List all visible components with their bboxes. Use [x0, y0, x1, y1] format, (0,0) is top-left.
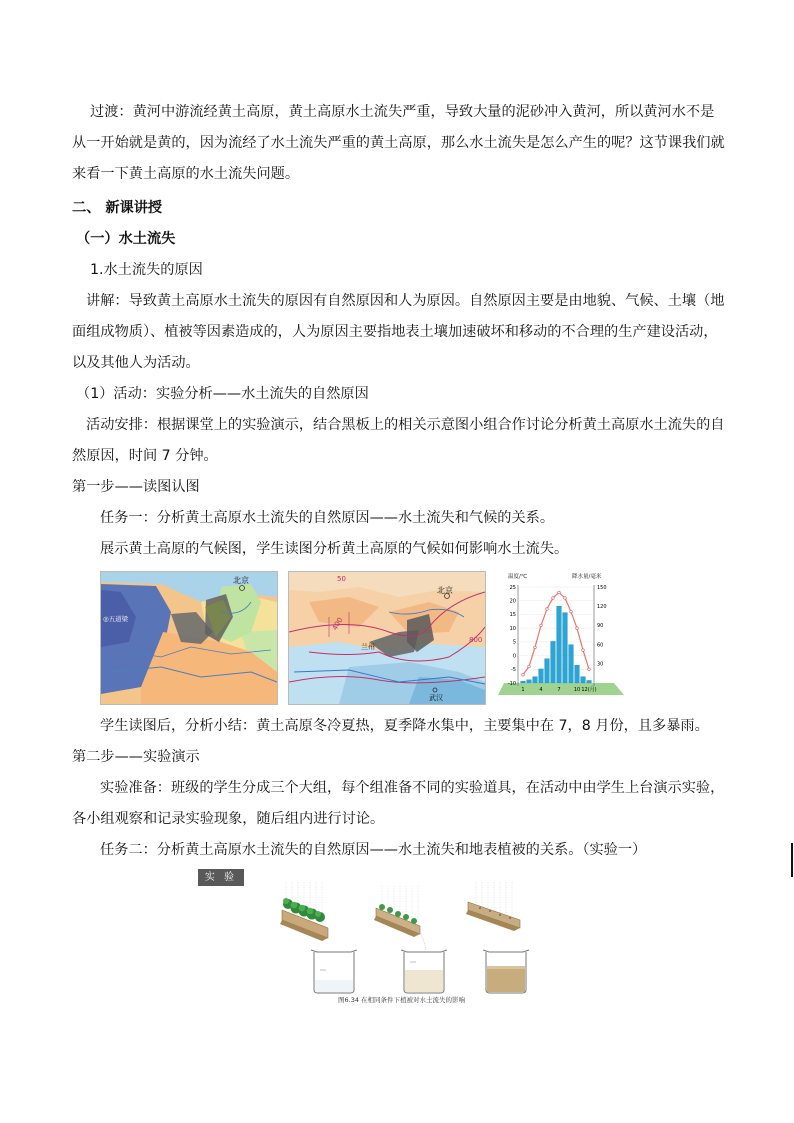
- paragraph-experiment-prep-2: 各小组观察和记录实验现象，随后组内进行讨论。: [72, 811, 385, 827]
- chart-left-tick-label: 5: [512, 639, 516, 646]
- chart-left-tick-label: 15: [509, 612, 516, 619]
- task-two: 任务二：分析黄土高原水土流失的自然原因——水土流失和地表植被的关系。（实验一）: [100, 842, 647, 858]
- precipitation-bar: [551, 641, 556, 683]
- paragraph-explain-1: 讲解：导致黄土高原水土流失的原因有自然原因和人为原因。自然原因主要是由地貌、气候、土壤（地: [86, 293, 725, 309]
- temperature-point: [570, 610, 573, 613]
- map2-city-label: 北京: [437, 586, 453, 595]
- temperature-point: [546, 608, 549, 611]
- temperature-point: [522, 673, 525, 676]
- beaker-3: [483, 950, 529, 993]
- chart-right-tick-label: 120: [597, 604, 607, 610]
- climate-chart: [494, 571, 630, 703]
- temperature-point: [540, 624, 543, 627]
- map2-isoline-50: 50: [337, 575, 346, 583]
- precipitation-bar: [521, 681, 526, 683]
- slope-bare: [466, 882, 520, 931]
- precipitation-bar: [575, 665, 580, 683]
- chart-right-tick-label: 150: [597, 584, 607, 591]
- task-one: 任务一：分析黄土高原水土流失的自然原因——水土流失和气候的关系。: [100, 510, 555, 526]
- temperature-point: [528, 665, 531, 668]
- temperature-point: [564, 597, 567, 600]
- precipitation-map-image: [289, 572, 485, 704]
- paragraph-explain-3: 以及其他人为活动。: [72, 355, 200, 371]
- chart-left-tick-label: -10: [507, 680, 516, 687]
- precipitation-bar: [569, 645, 574, 683]
- map2-isoline-400: 400: [330, 616, 345, 632]
- temperature-point: [582, 649, 585, 652]
- text-cursor: [791, 843, 793, 877]
- subsection-heading-soil-erosion: （一）水土流失: [76, 231, 176, 247]
- temperature-line: [523, 592, 589, 674]
- paragraph-transition-3: 来看一下黄土高原的水土流失问题。: [72, 166, 300, 182]
- activity-heading: （1）活动：实验分析——水土流失的自然原因: [76, 386, 369, 402]
- step-two-heading: 第二步——实验演示: [72, 749, 200, 765]
- precipitation-bar: [539, 669, 544, 683]
- map2-place-lanzhou: 兰州: [361, 643, 375, 651]
- climate-figure-group: [100, 571, 630, 703]
- paragraph-transition-2: 从一开始就是黄的，因为流经了水土流失严重的黄土高原，那么水土流失是怎么产生的呢？这节课我们就: [72, 135, 725, 151]
- beaker-1: [311, 950, 357, 993]
- section-heading-new-lesson: 二、 新课讲授: [72, 200, 163, 216]
- precipitation-bar: [533, 677, 538, 683]
- precipitation-bar: [527, 680, 532, 683]
- precipitation-bar: [545, 659, 550, 683]
- chart-left-tick-label: 0: [512, 653, 516, 660]
- paragraph-show-climate: 展示黄土高原的气候图，学生读图分析黄土高原的气候如何影响水土流失。: [100, 541, 569, 557]
- experiment-label: 实 验 一: [198, 869, 244, 886]
- paragraph-explain-2: 面组成物质）、植被等因素造成的，人为原因主要指地表土壤加速破坏和移动的不合理的生产建设活动，: [72, 324, 718, 340]
- slope-with-sparse-vegetation: [374, 886, 426, 950]
- paragraph-activity-2: 然原因，时间 7 分钟。: [72, 448, 218, 464]
- precipitation-bar: [581, 677, 586, 683]
- temperature-point: [576, 627, 579, 630]
- chart-left-tick-label: 10: [509, 625, 516, 632]
- precipitation-bar: [587, 680, 592, 683]
- chart-x-tick-label: 10: [573, 687, 581, 693]
- map1-city-label: 北京: [233, 576, 249, 585]
- paragraph-activity-1: 活动安排：根据课堂上的实验演示，结合黑板上的相关示意图小组合作讨论分析黄土高原水土流失的自: [86, 417, 725, 433]
- temperature-point: [588, 668, 591, 671]
- chart-x-tick-label: 1: [521, 687, 525, 693]
- temperature-point: [552, 597, 555, 600]
- temperature-point: [558, 591, 561, 594]
- chart-right-axis-title: 降水量/毫米: [572, 574, 602, 580]
- map2-isoline-800: 800: [469, 636, 483, 644]
- map1-place-label: ◎五道梁: [103, 615, 129, 623]
- chart-x-tick-label: 7: [557, 687, 561, 693]
- experiment-caption: 图6.34 在相同条件下植被对水土流失的影响: [338, 996, 466, 1004]
- precipitation-bar: [557, 606, 562, 683]
- paragraph-climate-summary: 学生读图后，分析小结：黄土高原冬冷夏热，夏季降水集中，主要集中在 7，8 月份，且多暴雨。: [100, 718, 709, 734]
- chart-x-tick-label: 12(月): [581, 687, 597, 693]
- map2-place-wuhan: 武汉: [429, 694, 443, 702]
- chart-left-tick-label: 20: [509, 598, 516, 605]
- chart-right-tick-label: 60: [597, 642, 604, 649]
- climate-region-map: [100, 571, 278, 705]
- climate-chart-svg: [494, 571, 630, 703]
- paragraph-transition-1: 过渡：黄河中游流经黄土高原，黄土高原水土流失严重，导致大量的泥砂冲入黄河，所以黄河水不是: [90, 104, 715, 120]
- beaker-2: [401, 950, 447, 993]
- chart-right-tick-label: 90: [597, 623, 604, 630]
- chart-x-tick-label: 4: [539, 687, 543, 693]
- temperature-point: [534, 646, 537, 649]
- chart-left-tick-label: 25: [509, 584, 516, 591]
- precipitation-map: [288, 571, 486, 705]
- precipitation-bar: [563, 613, 568, 683]
- slope-with-vegetation: [280, 882, 328, 941]
- chart-base: [498, 680, 624, 695]
- step-one-heading: 第一步——读图认图: [72, 479, 200, 495]
- climate-region-map-image: [101, 572, 277, 704]
- experiment-illustration-svg: [270, 880, 550, 995]
- chart-left-tick-label: -5: [511, 667, 516, 674]
- paragraph-experiment-prep-1: 实验准备：班级的学生分成三个大组，每个组准备不同的实验道具，在活动中由学生上台演示实验，: [100, 780, 725, 796]
- chart-left-axis-title: 温度/℃: [508, 574, 528, 580]
- subsection-heading-causes: 1.水土流失的原因: [90, 262, 203, 278]
- experiment-illustration: [270, 880, 550, 995]
- chart-right-tick-label: 30: [597, 661, 604, 668]
